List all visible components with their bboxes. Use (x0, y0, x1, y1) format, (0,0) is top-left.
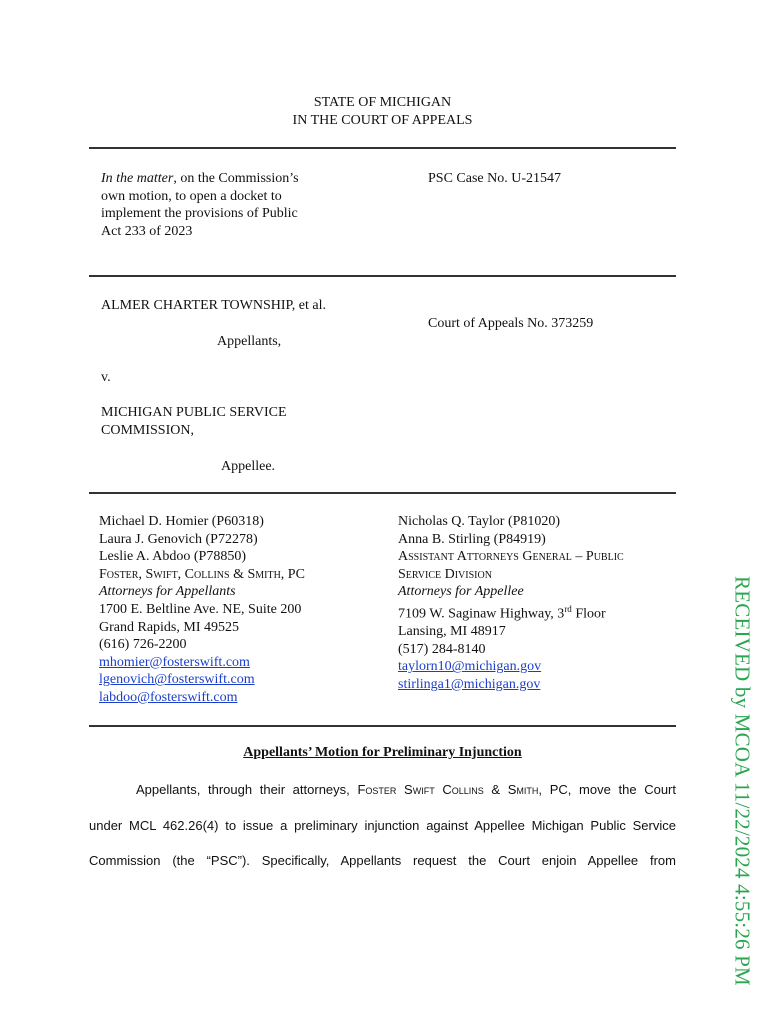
counsel-name: Nicholas Q. Taylor (P81020) (398, 514, 561, 529)
counsel-role: Attorneys for Appellee (398, 584, 524, 600)
phone-number: (616) 726-2200 (99, 637, 187, 653)
versus-label: v. (101, 370, 111, 385)
email-link[interactable]: stirlinga1@michigan.gov (398, 677, 541, 692)
motion-title: Appellants’ Motion for Preliminary Injunction (243, 745, 522, 760)
coa-case-number: Court of Appeals No. 373259 (428, 316, 594, 331)
counsel-name: Michael D. Homier (P60318) (99, 514, 264, 529)
counsel-name: Laura J. Genovich (P72278) (99, 531, 258, 547)
motion-paragraph-line2: under MCL 462.26(4) to issue a preliminary injunction against Appellee Michigan Public Service (89, 818, 676, 833)
appellant-counsel-block (99, 513, 305, 707)
firm-name-inline: Foster Swift Collins & Smith (357, 782, 539, 797)
address-line: Lansing, MI 48917 (398, 624, 506, 640)
counsel-role: Attorneys for Appellants (99, 584, 236, 600)
address-line: 1700 E. Beltline Ave. NE, Suite 200 (99, 601, 302, 617)
matter-line4: Act 233 of 2023 (101, 223, 193, 239)
appellant-role: Appellants, (217, 334, 282, 349)
psc-case-number: PSC Case No. U-21547 (428, 171, 562, 186)
appellee-role: Appellee. (221, 459, 276, 474)
received-stamp (723, 576, 761, 986)
court-caption-header (89, 94, 676, 130)
matter-line2: own motion, to open a docket to (101, 188, 282, 204)
appellee-name: MICHIGAN PUBLIC SERVICE COMMISSION, (101, 405, 287, 438)
matter-line3: implement the provisions of Public (101, 206, 298, 222)
appellant-name: ALMER CHARTER TOWNSHIP, et al. (101, 298, 326, 313)
matter-italic-lead: In the matter (101, 171, 174, 186)
email-link[interactable]: taylorn10@michigan.gov (398, 659, 542, 675)
caption-rule-bottom (89, 725, 676, 727)
law-firm-name: Foster, Swift, Collins & Smith, PC (99, 566, 305, 582)
motion-paragraph-line1: Appellants, through their attorneys, Foster Swift Collins & Smith, PC, move the Court (136, 782, 676, 797)
email-link[interactable]: labdoo@fosterswift.com (99, 689, 238, 705)
email-link[interactable]: lgenovich@fosterswift.com (99, 672, 255, 688)
counsel-name: Anna B. Stirling (P84919) (398, 531, 546, 547)
state-heading: STATE OF MICHIGAN (313, 95, 452, 110)
matter-line1: , on the Commission’s (173, 171, 299, 186)
caption-rule-top (89, 147, 676, 149)
phone-number: (517) 284-8140 (398, 641, 486, 657)
address-line: Grand Rapids, MI 49525 (99, 619, 239, 635)
ag-office: Assistant Attorneys General – Public (398, 549, 624, 565)
matter-description (101, 170, 299, 240)
appellee-counsel-block (398, 513, 624, 694)
address-line: 7109 W. Saginaw Highway, 3rd Floor (398, 603, 606, 622)
caption-rule-middle (89, 275, 676, 277)
counsel-name: Leslie A. Abdoo (P78850) (99, 549, 246, 565)
caption-rule-lower (89, 492, 676, 494)
received-stamp-text: RECEIVED by MCOA 11/22/2024 4:55:26 PM (730, 576, 755, 986)
motion-paragraph-line3: Commission (the “PSC”). Specifically, Appellants request the Court enjoin Appellee from (89, 853, 676, 868)
email-link[interactable]: mhomier@fosterswift.com (99, 654, 250, 670)
ag-division: Service Division (398, 566, 492, 582)
court-heading: IN THE COURT OF APPEALS (292, 113, 473, 128)
